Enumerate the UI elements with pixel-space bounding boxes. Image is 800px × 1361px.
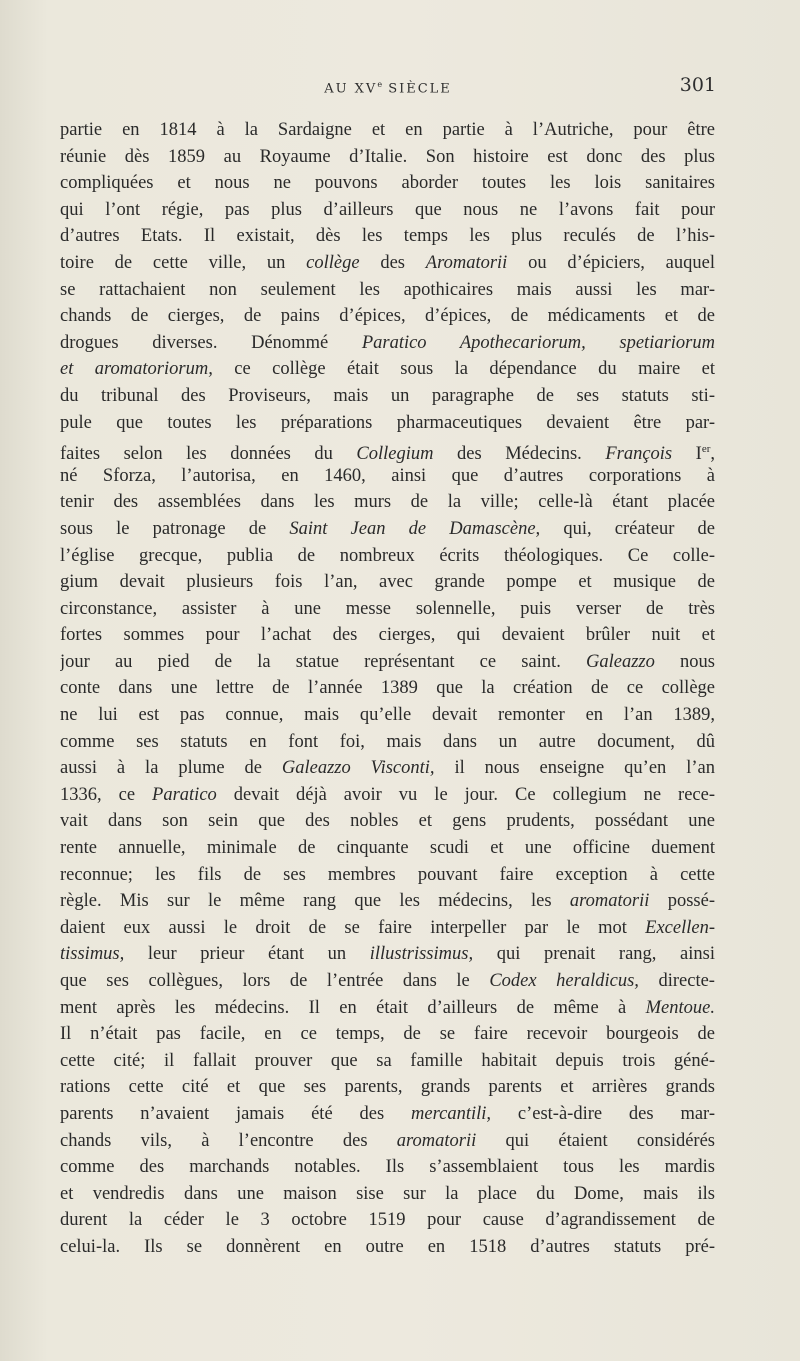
text-line (60, 649, 715, 676)
text-segment: nous (654, 651, 715, 672)
text-line (60, 170, 715, 197)
text-line (60, 117, 715, 144)
text-line (60, 622, 715, 649)
text-segment: sous le patronage de (60, 518, 290, 539)
text-line (60, 410, 715, 437)
text-line (60, 1021, 715, 1048)
page-number: 301 (679, 74, 716, 96)
text-segment: il nous enseigne qu’en l’an (434, 758, 715, 779)
text-segment: comme des marchands notables. Ils s’assemblaient tous les mardis (60, 1157, 715, 1178)
running-head-tail: SIÈCLE (382, 81, 452, 97)
text-line (60, 1101, 715, 1128)
text-segment: règle. Mis sur le même rang que les médecins, les (60, 891, 570, 912)
text-line (60, 1048, 715, 1075)
running-head-sup: e (377, 80, 383, 89)
italic-segment: Mentoue. (645, 997, 715, 1018)
text-line (60, 569, 715, 596)
italic-segment: aromatorii (396, 1130, 477, 1151)
text-segment: leur prieur étant un (124, 944, 370, 965)
text-line (60, 383, 715, 410)
text-line (60, 1074, 715, 1101)
text-segment: possé- (649, 891, 715, 912)
text-line (60, 1181, 715, 1208)
text-segment: ou d’épiciers, auquel (507, 252, 715, 273)
text-line (60, 277, 715, 304)
text-line (60, 144, 715, 171)
text-segment: parents n’avaient jamais été des (60, 1103, 412, 1124)
text-segment: qui l’ont régie, pas plus d’ailleurs que nous ne l’avons fait pour (60, 199, 715, 220)
text-segment: partie en 1814 à la Sardaigne et en partie à l’Autriche, pour être (60, 120, 715, 140)
text-segment: qui, créateur de (540, 518, 715, 539)
text-segment: des Médecins. (433, 444, 606, 463)
text-line (60, 915, 715, 942)
text-segment: daient eux aussi le droit de se faire interpeller par le mot (60, 917, 646, 938)
text-line (60, 463, 715, 490)
italic-segment: Aromatorii (425, 252, 508, 273)
text-segment: circonstance, assister à une messe solennelle, puis verser de très (60, 598, 715, 619)
text-line (60, 941, 715, 968)
text-segment: c’est-à-dire des mar- (491, 1103, 715, 1124)
text-line (60, 675, 715, 702)
text-line (60, 755, 715, 782)
text-segment: directe- (638, 971, 715, 991)
text-segment: faites selon les données du (60, 444, 357, 463)
italic-segment: Collegium (356, 444, 434, 463)
italic-segment: illustrissimus, (369, 944, 474, 965)
italic-segment: François (605, 444, 673, 463)
text-segment: qui prenait rang, ainsi (473, 944, 715, 965)
text-line (60, 223, 715, 250)
italic-segment: Galeazzo (586, 651, 655, 672)
italic-segment: mercantili, (411, 1103, 492, 1124)
text-line (60, 835, 715, 862)
text-line (60, 1154, 715, 1181)
text-segment: du tribunal des Proviseurs, mais un paragraphe de ses statuts sti- (60, 385, 715, 406)
italic-segment: collège (306, 252, 360, 273)
text-segment: celui-la. Ils se donnèrent en outre en 1518 d’autres statuts pré- (60, 1236, 715, 1257)
italic-segment: aromatorii (569, 891, 650, 912)
text-segment: comme ses statuts en font foi, mais dans un autre document, dû (60, 731, 715, 752)
text-segment: drogues diverses. Dénommé (60, 332, 362, 353)
text-segment: ne lui est pas connue, mais qu’elle devait remonter en l’an 1389, (60, 705, 715, 726)
page-header (60, 74, 716, 98)
text-segment: compliquées et nous ne pouvons aborder toutes les lois sanitaires (60, 173, 715, 194)
text-line (60, 436, 715, 463)
text-line (60, 1128, 715, 1155)
text-line (60, 729, 715, 756)
text-line (60, 995, 715, 1022)
text-segment: vait dans son sein que des nobles et gens prudents, possédant une (60, 811, 715, 832)
text-line (60, 489, 715, 516)
text-segment: l’église grecque, publia de nombreux écrits théologiques. Ce colle- (60, 545, 715, 566)
italic-segment: Galeazzo Visconti, (281, 758, 435, 779)
text-segment: toire de cette ville, un (60, 252, 307, 273)
text-line (60, 888, 715, 915)
text-segment: chands de cierges, de pains d’épices, d’épices, de médicaments et de (60, 306, 715, 327)
italic-segment: et aromatoriorum, (60, 359, 213, 380)
text-segment: rations cette cité et que ses parents, grands parents et arrières grands (60, 1077, 715, 1098)
text-line (60, 1207, 715, 1234)
italic-segment: Excellen- (645, 917, 715, 938)
text-segment: er (701, 443, 711, 456)
text-line (60, 250, 715, 277)
italic-segment: Saint Jean de Damascène, (289, 518, 541, 539)
text-segment: se rattachaient non seulement les apothicaires mais aussi les mar- (60, 279, 715, 300)
text-line (60, 596, 715, 623)
text-segment: chands vils, à l’encontre des (60, 1130, 397, 1151)
text-segment: né Sforza, l’autorisa, en 1460, ainsi que d’autres corporations à (60, 465, 715, 486)
running-head (60, 80, 716, 96)
text-segment: d’autres Etats. Il existait, dès les temps les plus reculés de l’his- (60, 226, 715, 247)
text-segment: que ses collègues, lors de l’entrée dans le (60, 971, 490, 991)
running-head-text: AU XV (324, 81, 378, 97)
text-segment: durent la céder le 3 octobre 1519 pour cause d’agrandissement de (60, 1210, 715, 1231)
text-line (60, 808, 715, 835)
text-segment: réunie dès 1859 au Royaume d’Italie. Son histoire est donc des plus (60, 146, 715, 167)
italic-segment: Paratico Apothecariorum, spetiariorum (361, 332, 715, 353)
text-segment: , (710, 444, 715, 463)
text-segment: conte dans une lettre de l’année 1389 que la création de ce collège (60, 678, 715, 699)
text-line (60, 968, 715, 995)
text-segment: rente annuelle, minimale de cinquante scudi et une officine duement (60, 838, 715, 859)
text-line (60, 356, 715, 383)
italic-segment: Paratico (152, 784, 217, 805)
text-line (60, 782, 715, 809)
text-segment: devait déjà avoir vu le jour. Ce collegium ne rece- (216, 784, 715, 805)
text-line (60, 516, 715, 543)
text-line (60, 543, 715, 570)
text-segment: reconnue; les fils de ses membres pouvant faire exception à cette (60, 864, 715, 885)
text-segment: ce collège était sous la dépendance du maire et (212, 359, 715, 380)
text-segment: I (672, 444, 702, 463)
text-segment: Il n’était pas facile, en ce temps, de se faire recevoir bourgeois de (60, 1024, 715, 1045)
body-text (60, 117, 715, 1261)
text-line (60, 1234, 715, 1261)
text-segment: gium devait plusieurs fois l’an, avec grande pompe et musique de (60, 572, 715, 593)
text-segment: aussi à la plume de (60, 758, 282, 779)
text-segment: tenir des assemblées dans les murs de la ville; celle-là étant placée (60, 492, 715, 513)
italic-segment: Codex heraldicus, (489, 971, 639, 991)
text-segment: 1336, ce (60, 784, 153, 805)
text-line (60, 702, 715, 729)
text-segment: des (359, 252, 426, 273)
italic-segment: tissimus, (60, 944, 125, 965)
text-line (60, 330, 715, 357)
text-line (60, 862, 715, 889)
text-line (60, 197, 715, 224)
text-segment: fortes sommes pour l’achat des cierges, qui devaient brûler nuit et (60, 625, 715, 646)
text-segment: pule que toutes les préparations pharmaceutiques devaient être par- (60, 412, 715, 433)
text-segment: qui étaient considérés (476, 1130, 715, 1151)
text-segment: et vendredis dans une maison sise sur la place du Dome, mais ils (60, 1183, 715, 1204)
text-line (60, 303, 715, 330)
text-segment: cette cité; il fallait prouver que sa famille habitait depuis trois géné- (60, 1050, 715, 1071)
text-segment: ment après les médecins. Il en était d’ailleurs de même à (60, 997, 646, 1018)
text-segment: jour au pied de la statue représentant ce saint. (60, 651, 586, 672)
